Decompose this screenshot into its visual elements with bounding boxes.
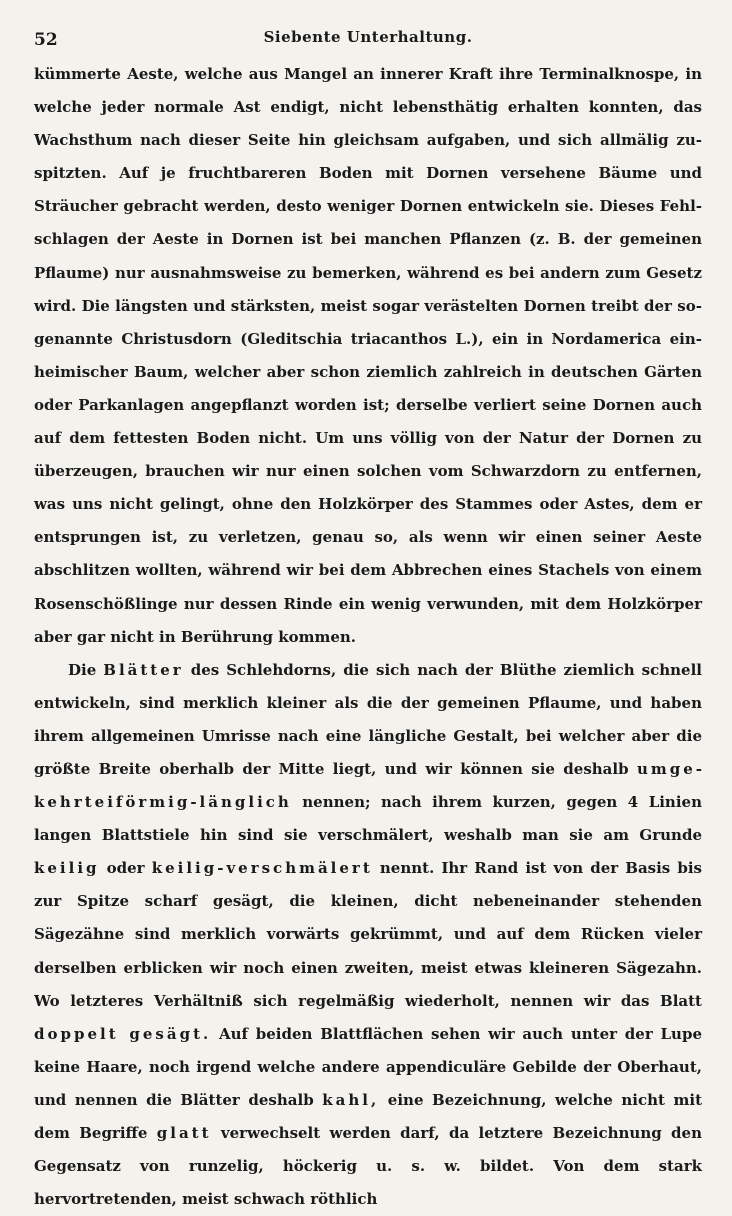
emphasis-term: umgekehrteiförmig-länglich	[34, 759, 702, 812]
text-run: nennen; nach ihrem kurzen, gegen 4 Linien langen Blattstiele hin sind sie verschmälert, weshalb man sie am Grunde	[34, 793, 702, 845]
emphasis-term: glatt	[156, 1124, 212, 1142]
running-head	[34, 0, 702, 58]
text-run: nennt. Ihr Rand ist von der Basis bis zur Spitze scharf gesägt, die kleinen, dicht nebeneinander stehenden Sägezähne sind merklich vorwärts gekrümmt, und auf dem Rücken vieler derselben erblicken wir noch einen zweiten, meist etwas kleineren Sägezahn. Wo letzteres Verhältniß sich regelmäßig wiederholt, nennen wir das Blatt	[34, 859, 702, 1010]
text-run: eine Bezeichnung, welche nicht mit dem Begriffe	[34, 1090, 702, 1142]
paragraph-1	[34, 58, 702, 654]
text-run: verwechselt werden darf, da letztere Bezeichnung den Gegensatz von runzelig, höckerig u. s. w. bildet. Von dem stark hervortretenden, meist schwach röthlich	[34, 1124, 702, 1209]
paragraph-2	[34, 654, 702, 1216]
text-run: oder	[106, 859, 145, 878]
body-text	[34, 58, 702, 1216]
text-run: Die	[68, 660, 97, 679]
emphasis-term: doppelt gesägt.	[34, 1024, 212, 1043]
running-title: Siebente Unterhaltung.	[263, 28, 473, 46]
paragraph-1-text: kümmerte Aeste, welche aus Mangel an innerer Kraft ihre Terminalknospe, in welche jeder normale Ast endigt, nicht lebensthätig erhalten konnten, das Wachsthum nach dieser Seite hin gleichsam aufgaben, und sich allmälig zuspitzten. Auf je fruchtbareren Boden mit Dornen versehene Bäume und Sträucher gebracht werden, desto weniger Dornen entwickeln sie. Dieses Fehlschlagen der Aeste in Dornen ist bei manchen Pflanzen (z. B. der gemeinen Pflaume) nur ausnahmsweise zu bemerken, während es bei andern zum Gesetz wird. Die längsten und stärksten, meist sogar verästelten Dornen treibt der sogenannte Christusdorn (Gleditschia triacanthos L.), ein in Nordamerica einheimischer Baum, welcher aber schon ziemlich zahlreich in deutschen Gärten oder Parkanlagen angepflanzt worden ist; derselbe verliert seine Dornen auch auf dem fettesten Boden nicht. Um uns völlig von der Natur der Dornen zu überzeugen, brauchen wir nur einen solchen vom Schwarzdorn zu entfernen, was uns nicht gelingt, ohne den Holzkörper des Stammes oder Astes, dem er entsprungen ist, zu verletzen, genau so, als wenn wir einen seiner Aeste abschlitzen wollten, während wir bei dem Abbrechen eines Stachels von einem Rosenschößlinge nur dessen Rinde ein wenig verwunden, mit dem Holzkörper aber gar nicht in Berührung kommen.	[34, 65, 702, 646]
text-run: Auf beiden Blattflächen sehen wir auch unter der Lupe keine Haare, noch irgend welche andere appendiculäre Gebilde der Oberhaut, und nennen die Blätter deshalb	[34, 1024, 702, 1109]
text-run: des Schlehdorns, die sich nach der Blüthe ziemlich schnell entwickeln, sind merklich kleiner als die der gemeinen Pflaume, und haben ihrem allgemeinen Umrisse nach eine längliche Gestalt, bei welcher aber die größte Breite oberhalb der Mitte liegt, und wir können sie deshalb	[34, 660, 702, 778]
emphasis-term: keilig	[34, 859, 100, 878]
emphasis-term: Blätter	[103, 660, 184, 679]
emphasis-term: kahl,	[322, 1090, 380, 1109]
page-number: 52	[34, 30, 58, 50]
emphasis-term: keilig-verschmälert	[151, 859, 373, 878]
